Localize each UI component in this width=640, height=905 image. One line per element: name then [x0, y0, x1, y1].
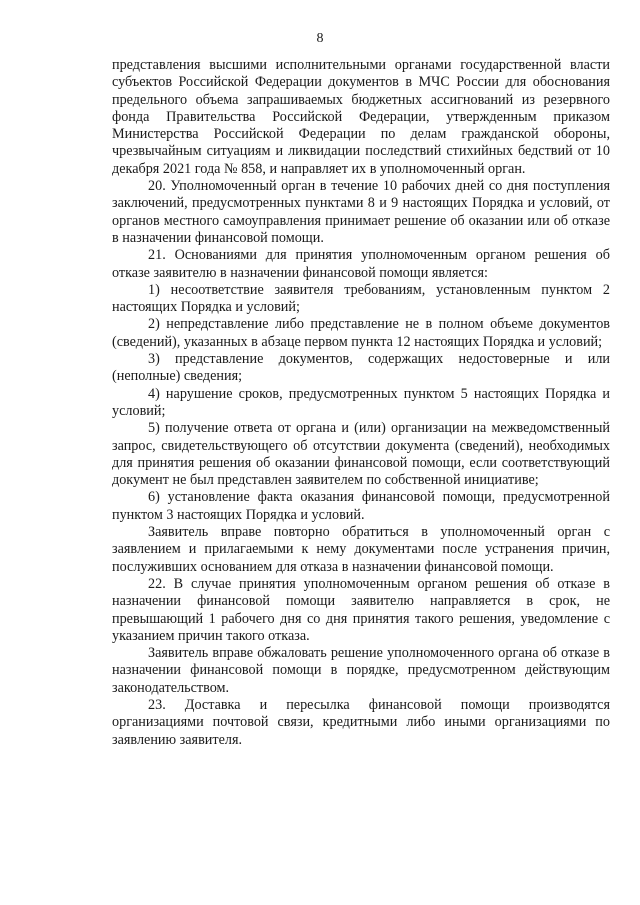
- page-number: 8: [316, 31, 324, 46]
- paragraph-item-23: 23. Доставка и пересылка финансовой помощи производятся организациями почтовой связи, кредитными либо иными организациями по заявлению заявителя.: [112, 696, 610, 748]
- paragraph-item-22: 22. В случае принятия уполномоченным органом решения об отказе в назначении финансовой помощи заявителю направляется в срок, не превышающий 1 рабочего дня со дня принятия такого решения, уведомление с указанием причин такого отказа.: [112, 575, 610, 644]
- list-item-5: 5) получение ответа от органа и (или) организации на межведомственный запрос, свидетельствующего об отсутствии документа (сведений), необходимых для принятия решения об оказании финансовой помощи, если соответствующий документ не был представлен заявителем по собственной инициативе;: [112, 420, 610, 489]
- list-item-3: 3) представление документов, содержащих недостоверные и или (неполные) сведения;: [112, 351, 610, 385]
- list-item-4: 4) нарушение сроков, предусмотренных пунктом 5 настоящих Порядка и условий;: [112, 385, 610, 419]
- paragraph-continuation: представления высшими исполнительными органами государственной власти субъектов Российской Федерации документов в МЧС России для обоснования предельного объема запрашиваемых бюджетных ассигнований из резервного фонда Правительства Российской Федерации, утвержденным приказом Министерства Российской Федерации по делам гражданской обороны, чрезвычайным ситуациям и ликвидации последствий стихийных бедствий от 10 декабря 2021 года № 858, и направляет их в уполномоченный орган.: [112, 57, 610, 177]
- list-item-1: 1) несоответствие заявителя требованиям, установленным пунктом 2 настоящих Порядка и условий;: [112, 281, 610, 316]
- list-item-2: 2) непредставление либо представление не в полном объеме документов (сведений), указанных в абзаце первом пункта 12 настоящих Порядка и условий;: [112, 316, 610, 350]
- document-body: [112, 57, 610, 749]
- paragraph-item-20: 20. Уполномоченный орган в течение 10 рабочих дней со дня поступления заключений, предусмотренных пунктами 8 и 9 настоящих Порядка и условий, от органов местного самоуправления принимает решение об оказании или об отказе в назначении финансовой помощи.: [112, 178, 610, 246]
- paragraph-appeal: Заявитель вправе обжаловать решение уполномоченного органа об отказе в назначении финансовой помощи в порядке, предусмотренном действующим законодательством.: [112, 645, 610, 696]
- paragraph-reapply: Заявитель вправе повторно обратиться в уполномоченный орган с заявлением и прилагаемыми к нему документами после устранения причин, послуживших основанием для отказа в назначении финансовой помощи.: [112, 524, 610, 575]
- paragraph-item-21: 21. Основаниями для принятия уполномоченным органом решения об отказе заявителю в назначении финансовой помощи является:: [112, 247, 610, 281]
- list-item-6: 6) установление факта оказания финансовой помощи, предусмотренной пунктом 3 настоящих Порядка и условий.: [112, 489, 610, 523]
